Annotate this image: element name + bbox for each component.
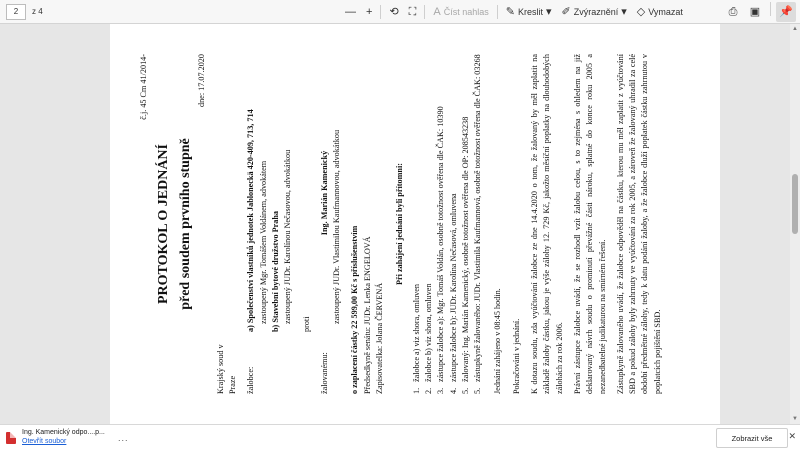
pdf-file-icon	[6, 432, 16, 444]
protocol-date: dne: 17.07.2020	[197, 54, 207, 107]
protocol-subtitle: před soudem prvního stupně	[178, 138, 194, 310]
paragraph-1: K dotazu soudu, zda vyúčtování žalobce ze dne 14.4.2020 o tom, že žalovaný by měl zaplatit na základě žaloby částku, jakou je výše zálohy 12. 729 Kč, jakožto měsíční poplatky na dlouhodobých zálohách za rok 2006.	[530, 54, 564, 394]
plaintiff-label: žalobce:	[246, 366, 256, 394]
page-number-input[interactable]: 2	[6, 4, 26, 20]
attendee-number: 5.	[473, 387, 483, 394]
attendee-item	[423, 54, 435, 394]
against-label: proti	[301, 316, 311, 332]
chair-line: Předsedkyně senátu: JUDr. Lenka ENGELOVÁ	[362, 236, 372, 394]
case-subject: o zaplacení částky 22 599,00 Kč s příslušenstvím	[350, 225, 360, 394]
page-content	[110, 24, 720, 424]
draw-button[interactable]	[501, 2, 557, 22]
attendee-number: 4.	[448, 387, 458, 394]
recorder-line: Zapisovatelka: Jolana ČERVENÁ	[375, 282, 385, 394]
continuation-note: Pokračováni v jednání.	[511, 318, 521, 394]
plaintiff-a-rep: zastoupený Mgr. Tomášem Voldánem, advokátem	[258, 160, 268, 324]
zoom-out-button[interactable]	[340, 2, 361, 22]
divider	[770, 2, 771, 16]
plaintiff-b: b) Stavební bytové družstvo Praha	[270, 211, 280, 332]
scroll-up-icon[interactable]: ▲	[792, 26, 798, 32]
attendee-text: žalobce a) viz shora, omluven	[411, 284, 421, 382]
against-row	[301, 54, 313, 394]
attendee-text: žalovaný: Ing. Marián Kamenický, osobně totožnost ověřena dle OP: 208543238	[460, 116, 470, 382]
plaintiff-b-rep: zastoupený JUDr. Karolínou Nečasovou, advokátkou	[283, 149, 293, 324]
erase-label: Vymazat	[648, 7, 683, 17]
divider	[380, 5, 381, 19]
read-aloud-button[interactable]	[428, 2, 493, 22]
attendee-item	[460, 54, 472, 394]
protocol-title: PROTOKOL O JEDNÁNÍ	[156, 144, 172, 304]
attendance-title: Při zahájení jednání byli přítomni:	[395, 163, 405, 285]
close-icon[interactable]: ✕	[788, 431, 796, 441]
court-row	[215, 54, 240, 394]
defendant-row	[319, 54, 344, 394]
pdf-toolbar	[0, 0, 800, 24]
attendee-list	[411, 54, 485, 394]
attendee-number: 5.	[460, 387, 470, 394]
defendant-name: Ing. Marián Kamenický	[319, 150, 329, 236]
attendee-item	[411, 54, 423, 394]
minus-icon: —	[345, 5, 356, 18]
scroll-thumb[interactable]	[792, 174, 798, 234]
show-all-button[interactable]: Zobrazit vše	[716, 428, 788, 448]
attendee-item	[472, 54, 484, 394]
highlight-label: Zvýraznění	[573, 7, 619, 17]
page-total: z 4	[32, 7, 43, 16]
open-file-link[interactable]: Otevřít soubor	[22, 437, 67, 445]
rotated-page-wrapper	[110, 24, 720, 424]
rotate-button[interactable]	[384, 2, 403, 22]
pin-button[interactable]	[776, 2, 796, 22]
plaintiff-row	[245, 54, 294, 394]
attendee-number: 3.	[436, 387, 446, 394]
defendant-rep: zastoupený JUDr. Vlastimilou Kaufmannovou, advokátkou	[332, 129, 342, 324]
fit-page-button[interactable]	[404, 2, 422, 22]
paragraph-3: Zástupkyně žalovaného uvádí, že žalobce odpověděl na částku, kterou mu měl zaplatit z vyúčtování SBD a pokud zálohy byly zahrnuty ve vyúčtování za rok 2005, a zároveň že žalovaný uhradil za celé období předmětné zálohy, tedy k datu podání žaloby, a že žalobce dluží poplatek částku zahrnutou v poplatcích pojištění SBD.	[615, 54, 662, 394]
attendee-item	[448, 54, 460, 394]
zoom-in-button[interactable]	[361, 2, 377, 22]
court-label: Krajský soud v Praze	[215, 344, 238, 394]
draw-label: Kreslit	[517, 7, 543, 17]
pdf-page	[110, 24, 720, 424]
attendee-number: 1.	[411, 387, 421, 394]
divider	[497, 5, 498, 19]
rotate-icon: ⟲	[389, 5, 399, 18]
download-item[interactable]	[6, 429, 114, 447]
printer-icon: ⎙	[728, 5, 738, 18]
attendee-number: 2.	[423, 387, 433, 394]
paragraph-2: Právní zástupce žalobce uvádí, že se rozhodl vzít žalobu celou, s to zejména s ohledem na již deklarovaný návrh soudu o prominutí převážné části nároku, splatné do konce roku 2005 a nezanedbatelné judikaturou na smírném řešení.	[572, 54, 607, 394]
case-number: č.j. 45 Cm 41/2014-	[139, 54, 148, 120]
divider	[424, 5, 425, 19]
highlighter-icon: ✐	[561, 5, 571, 18]
save-icon: ▣	[749, 5, 761, 18]
attendee-item	[435, 54, 447, 394]
attendee-text: zástupce žalobce a): Mgr. Tomáš Voldán, osobně totožnost ověřena dle ČAK: 10390	[436, 106, 446, 382]
plus-icon: +	[366, 5, 373, 18]
vertical-scrollbar[interactable]	[790, 24, 800, 424]
fit-page-icon: ⛶	[408, 5, 417, 18]
attendee-text: žalobce b) viz shora, omluven	[423, 283, 433, 382]
pen-icon: ✎	[505, 5, 515, 18]
download-more-button[interactable]: ...	[118, 432, 129, 443]
pin-icon: 📌	[779, 5, 793, 18]
defendant-label: žalovanému:	[319, 352, 329, 394]
print-button[interactable]	[723, 2, 743, 22]
chevron-down-icon: ▾	[545, 5, 552, 18]
read-aloud-label: Číst nahlas	[443, 7, 489, 17]
attendee-text: zástupkyně žalovaného: JUDr. Vlastimila Kaufmannová, osobně totožnost ověřena dle ČAK: 03268	[473, 54, 483, 382]
save-button[interactable]	[745, 2, 765, 22]
chevron-down-icon: ▾	[621, 5, 627, 18]
highlight-button[interactable]	[557, 2, 632, 22]
download-bar	[0, 424, 800, 450]
download-file-name: Ing. Kamenický odpo....p...	[22, 428, 105, 436]
eraser-icon: ◇	[636, 5, 646, 18]
read-aloud-icon: A	[433, 5, 441, 18]
opening-note: Jednání zahájeno v 08:45 hodin.	[493, 288, 503, 394]
plaintiff-a: a) Společenství vlastníků jednotek Jabloneckä 420-409, 713, 714	[246, 109, 256, 332]
erase-button[interactable]	[632, 2, 688, 22]
scroll-down-icon[interactable]: ▼	[792, 416, 798, 422]
attendee-text: zástupce žalobce b): JUDr. Karolína Nečasová, omluvena	[448, 193, 458, 382]
